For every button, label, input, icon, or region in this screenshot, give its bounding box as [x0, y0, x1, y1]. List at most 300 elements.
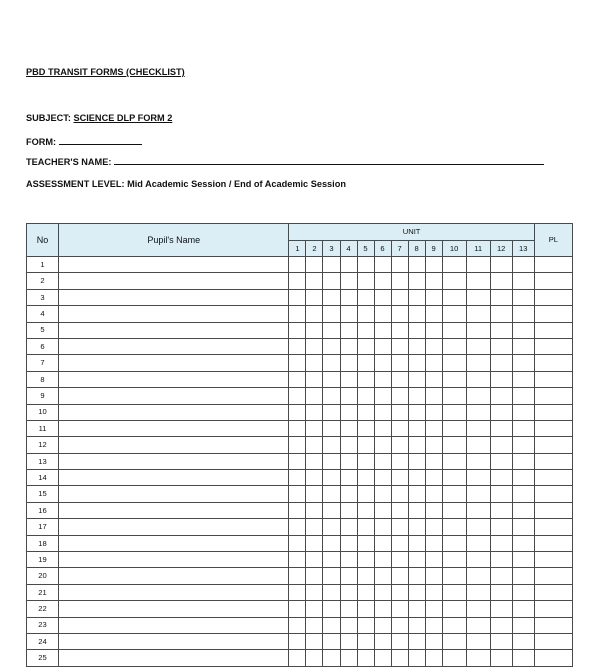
- unit-check-cell[interactable]: [374, 486, 391, 502]
- pupil-name-cell[interactable]: [59, 633, 289, 649]
- pupil-name-cell[interactable]: [59, 519, 289, 535]
- unit-check-cell[interactable]: [512, 355, 534, 371]
- unit-check-cell[interactable]: [323, 617, 340, 633]
- unit-check-cell[interactable]: [512, 568, 534, 584]
- unit-check-cell[interactable]: [442, 437, 466, 453]
- unit-check-cell[interactable]: [306, 568, 323, 584]
- unit-check-cell[interactable]: [289, 535, 306, 551]
- unit-check-cell[interactable]: [391, 273, 408, 289]
- unit-check-cell[interactable]: [289, 257, 306, 273]
- unit-check-cell[interactable]: [289, 388, 306, 404]
- unit-check-cell[interactable]: [512, 437, 534, 453]
- unit-check-cell[interactable]: [357, 535, 374, 551]
- unit-check-cell[interactable]: [323, 601, 340, 617]
- unit-check-cell[interactable]: [340, 470, 357, 486]
- unit-check-cell[interactable]: [306, 584, 323, 600]
- unit-check-cell[interactable]: [466, 568, 490, 584]
- unit-check-cell[interactable]: [289, 502, 306, 518]
- unit-check-cell[interactable]: [408, 519, 425, 535]
- unit-check-cell[interactable]: [374, 601, 391, 617]
- unit-check-cell[interactable]: [442, 371, 466, 387]
- unit-check-cell[interactable]: [357, 289, 374, 305]
- unit-check-cell[interactable]: [391, 355, 408, 371]
- pupil-name-cell[interactable]: [59, 273, 289, 289]
- unit-check-cell[interactable]: [306, 257, 323, 273]
- unit-check-cell[interactable]: [374, 633, 391, 649]
- unit-check-cell[interactable]: [340, 355, 357, 371]
- unit-check-cell[interactable]: [391, 420, 408, 436]
- unit-check-cell[interactable]: [490, 601, 512, 617]
- pl-cell[interactable]: [534, 552, 572, 568]
- unit-check-cell[interactable]: [490, 404, 512, 420]
- unit-check-cell[interactable]: [306, 470, 323, 486]
- unit-check-cell[interactable]: [374, 306, 391, 322]
- unit-check-cell[interactable]: [466, 601, 490, 617]
- unit-check-cell[interactable]: [323, 470, 340, 486]
- unit-check-cell[interactable]: [289, 650, 306, 666]
- unit-check-cell[interactable]: [408, 437, 425, 453]
- unit-check-cell[interactable]: [357, 453, 374, 469]
- unit-check-cell[interactable]: [466, 338, 490, 354]
- unit-check-cell[interactable]: [391, 568, 408, 584]
- unit-check-cell[interactable]: [442, 306, 466, 322]
- unit-check-cell[interactable]: [357, 437, 374, 453]
- unit-check-cell[interactable]: [442, 633, 466, 649]
- unit-check-cell[interactable]: [490, 584, 512, 600]
- unit-check-cell[interactable]: [442, 355, 466, 371]
- pl-cell[interactable]: [534, 257, 572, 273]
- unit-check-cell[interactable]: [466, 306, 490, 322]
- unit-check-cell[interactable]: [340, 535, 357, 551]
- unit-check-cell[interactable]: [357, 519, 374, 535]
- unit-check-cell[interactable]: [323, 535, 340, 551]
- unit-check-cell[interactable]: [357, 404, 374, 420]
- unit-check-cell[interactable]: [374, 552, 391, 568]
- unit-check-cell[interactable]: [374, 437, 391, 453]
- unit-check-cell[interactable]: [391, 404, 408, 420]
- unit-check-cell[interactable]: [512, 404, 534, 420]
- pl-cell[interactable]: [534, 388, 572, 404]
- unit-check-cell[interactable]: [442, 552, 466, 568]
- unit-check-cell[interactable]: [490, 420, 512, 436]
- unit-check-cell[interactable]: [323, 371, 340, 387]
- unit-check-cell[interactable]: [306, 519, 323, 535]
- unit-check-cell[interactable]: [340, 322, 357, 338]
- pl-cell[interactable]: [534, 404, 572, 420]
- unit-check-cell[interactable]: [323, 633, 340, 649]
- unit-check-cell[interactable]: [408, 420, 425, 436]
- unit-check-cell[interactable]: [289, 470, 306, 486]
- unit-check-cell[interactable]: [323, 502, 340, 518]
- unit-check-cell[interactable]: [289, 289, 306, 305]
- unit-check-cell[interactable]: [306, 371, 323, 387]
- unit-check-cell[interactable]: [466, 633, 490, 649]
- unit-check-cell[interactable]: [340, 552, 357, 568]
- unit-check-cell[interactable]: [340, 519, 357, 535]
- pupil-name-cell[interactable]: [59, 502, 289, 518]
- unit-check-cell[interactable]: [357, 322, 374, 338]
- unit-check-cell[interactable]: [442, 388, 466, 404]
- unit-check-cell[interactable]: [289, 617, 306, 633]
- unit-check-cell[interactable]: [374, 420, 391, 436]
- unit-check-cell[interactable]: [306, 355, 323, 371]
- unit-check-cell[interactable]: [391, 453, 408, 469]
- unit-check-cell[interactable]: [408, 502, 425, 518]
- unit-check-cell[interactable]: [323, 552, 340, 568]
- unit-check-cell[interactable]: [391, 437, 408, 453]
- unit-check-cell[interactable]: [289, 420, 306, 436]
- pupil-name-cell[interactable]: [59, 470, 289, 486]
- unit-check-cell[interactable]: [357, 371, 374, 387]
- unit-check-cell[interactable]: [289, 273, 306, 289]
- pupil-name-cell[interactable]: [59, 453, 289, 469]
- pl-cell[interactable]: [534, 355, 572, 371]
- unit-check-cell[interactable]: [306, 273, 323, 289]
- unit-check-cell[interactable]: [306, 388, 323, 404]
- pupil-name-cell[interactable]: [59, 355, 289, 371]
- unit-check-cell[interactable]: [490, 502, 512, 518]
- unit-check-cell[interactable]: [408, 552, 425, 568]
- unit-check-cell[interactable]: [425, 355, 442, 371]
- unit-check-cell[interactable]: [442, 617, 466, 633]
- unit-check-cell[interactable]: [340, 584, 357, 600]
- unit-check-cell[interactable]: [425, 584, 442, 600]
- unit-check-cell[interactable]: [490, 355, 512, 371]
- unit-check-cell[interactable]: [408, 650, 425, 666]
- unit-check-cell[interactable]: [357, 338, 374, 354]
- unit-check-cell[interactable]: [306, 289, 323, 305]
- unit-check-cell[interactable]: [512, 502, 534, 518]
- unit-check-cell[interactable]: [490, 650, 512, 666]
- unit-check-cell[interactable]: [357, 355, 374, 371]
- pl-cell[interactable]: [534, 371, 572, 387]
- pupil-name-cell[interactable]: [59, 568, 289, 584]
- pupil-name-cell[interactable]: [59, 371, 289, 387]
- unit-check-cell[interactable]: [374, 273, 391, 289]
- unit-check-cell[interactable]: [512, 338, 534, 354]
- unit-check-cell[interactable]: [408, 289, 425, 305]
- form-blank-field[interactable]: [59, 135, 142, 145]
- unit-check-cell[interactable]: [357, 486, 374, 502]
- unit-check-cell[interactable]: [490, 306, 512, 322]
- unit-check-cell[interactable]: [490, 371, 512, 387]
- unit-check-cell[interactable]: [289, 519, 306, 535]
- unit-check-cell[interactable]: [391, 306, 408, 322]
- unit-check-cell[interactable]: [374, 535, 391, 551]
- unit-check-cell[interactable]: [323, 568, 340, 584]
- unit-check-cell[interactable]: [490, 437, 512, 453]
- unit-check-cell[interactable]: [490, 633, 512, 649]
- unit-check-cell[interactable]: [323, 519, 340, 535]
- unit-check-cell[interactable]: [306, 404, 323, 420]
- pl-cell[interactable]: [534, 650, 572, 666]
- pupil-name-cell[interactable]: [59, 322, 289, 338]
- unit-check-cell[interactable]: [442, 322, 466, 338]
- pl-cell[interactable]: [534, 568, 572, 584]
- unit-check-cell[interactable]: [306, 650, 323, 666]
- unit-check-cell[interactable]: [323, 404, 340, 420]
- unit-check-cell[interactable]: [512, 322, 534, 338]
- unit-check-cell[interactable]: [340, 289, 357, 305]
- unit-check-cell[interactable]: [442, 519, 466, 535]
- unit-check-cell[interactable]: [512, 519, 534, 535]
- unit-check-cell[interactable]: [357, 568, 374, 584]
- unit-check-cell[interactable]: [306, 420, 323, 436]
- unit-check-cell[interactable]: [425, 437, 442, 453]
- unit-check-cell[interactable]: [408, 584, 425, 600]
- pl-cell[interactable]: [534, 617, 572, 633]
- unit-check-cell[interactable]: [425, 257, 442, 273]
- pl-cell[interactable]: [534, 584, 572, 600]
- pupil-name-cell[interactable]: [59, 306, 289, 322]
- unit-check-cell[interactable]: [512, 535, 534, 551]
- unit-check-cell[interactable]: [408, 535, 425, 551]
- unit-check-cell[interactable]: [289, 633, 306, 649]
- unit-check-cell[interactable]: [442, 568, 466, 584]
- unit-check-cell[interactable]: [442, 535, 466, 551]
- unit-check-cell[interactable]: [442, 650, 466, 666]
- unit-check-cell[interactable]: [442, 404, 466, 420]
- unit-check-cell[interactable]: [512, 601, 534, 617]
- unit-check-cell[interactable]: [289, 601, 306, 617]
- unit-check-cell[interactable]: [512, 388, 534, 404]
- unit-check-cell[interactable]: [442, 584, 466, 600]
- unit-check-cell[interactable]: [391, 388, 408, 404]
- unit-check-cell[interactable]: [425, 453, 442, 469]
- unit-check-cell[interactable]: [425, 404, 442, 420]
- unit-check-cell[interactable]: [391, 633, 408, 649]
- unit-check-cell[interactable]: [391, 371, 408, 387]
- unit-check-cell[interactable]: [512, 453, 534, 469]
- unit-check-cell[interactable]: [340, 306, 357, 322]
- unit-check-cell[interactable]: [490, 322, 512, 338]
- unit-check-cell[interactable]: [374, 584, 391, 600]
- unit-check-cell[interactable]: [512, 306, 534, 322]
- unit-check-cell[interactable]: [466, 273, 490, 289]
- unit-check-cell[interactable]: [442, 338, 466, 354]
- unit-check-cell[interactable]: [289, 338, 306, 354]
- unit-check-cell[interactable]: [391, 601, 408, 617]
- unit-check-cell[interactable]: [490, 338, 512, 354]
- unit-check-cell[interactable]: [490, 568, 512, 584]
- unit-check-cell[interactable]: [408, 568, 425, 584]
- unit-check-cell[interactable]: [408, 273, 425, 289]
- pupil-name-cell[interactable]: [59, 650, 289, 666]
- unit-check-cell[interactable]: [374, 568, 391, 584]
- unit-check-cell[interactable]: [512, 273, 534, 289]
- unit-check-cell[interactable]: [466, 388, 490, 404]
- pupil-name-cell[interactable]: [59, 388, 289, 404]
- unit-check-cell[interactable]: [466, 437, 490, 453]
- unit-check-cell[interactable]: [357, 633, 374, 649]
- unit-check-cell[interactable]: [425, 617, 442, 633]
- unit-check-cell[interactable]: [374, 289, 391, 305]
- unit-check-cell[interactable]: [425, 289, 442, 305]
- pl-cell[interactable]: [534, 420, 572, 436]
- unit-check-cell[interactable]: [357, 502, 374, 518]
- unit-check-cell[interactable]: [374, 502, 391, 518]
- unit-check-cell[interactable]: [425, 388, 442, 404]
- unit-check-cell[interactable]: [490, 552, 512, 568]
- unit-check-cell[interactable]: [512, 633, 534, 649]
- unit-check-cell[interactable]: [289, 322, 306, 338]
- unit-check-cell[interactable]: [442, 470, 466, 486]
- pl-cell[interactable]: [534, 486, 572, 502]
- pl-cell[interactable]: [534, 502, 572, 518]
- unit-check-cell[interactable]: [374, 388, 391, 404]
- unit-check-cell[interactable]: [425, 338, 442, 354]
- pl-cell[interactable]: [534, 470, 572, 486]
- unit-check-cell[interactable]: [391, 486, 408, 502]
- unit-check-cell[interactable]: [306, 502, 323, 518]
- unit-check-cell[interactable]: [323, 388, 340, 404]
- unit-check-cell[interactable]: [323, 650, 340, 666]
- unit-check-cell[interactable]: [323, 355, 340, 371]
- pl-cell[interactable]: [534, 437, 572, 453]
- unit-check-cell[interactable]: [374, 257, 391, 273]
- pupil-name-cell[interactable]: [59, 535, 289, 551]
- unit-check-cell[interactable]: [340, 371, 357, 387]
- unit-check-cell[interactable]: [391, 502, 408, 518]
- pupil-name-cell[interactable]: [59, 584, 289, 600]
- unit-check-cell[interactable]: [425, 650, 442, 666]
- unit-check-cell[interactable]: [306, 437, 323, 453]
- unit-check-cell[interactable]: [466, 650, 490, 666]
- unit-check-cell[interactable]: [490, 617, 512, 633]
- unit-check-cell[interactable]: [289, 371, 306, 387]
- unit-check-cell[interactable]: [323, 486, 340, 502]
- unit-check-cell[interactable]: [512, 257, 534, 273]
- unit-check-cell[interactable]: [340, 437, 357, 453]
- unit-check-cell[interactable]: [340, 404, 357, 420]
- unit-check-cell[interactable]: [306, 453, 323, 469]
- pl-cell[interactable]: [534, 519, 572, 535]
- pupil-name-cell[interactable]: [59, 420, 289, 436]
- unit-check-cell[interactable]: [425, 633, 442, 649]
- unit-check-cell[interactable]: [466, 289, 490, 305]
- unit-check-cell[interactable]: [340, 617, 357, 633]
- unit-check-cell[interactable]: [289, 552, 306, 568]
- unit-check-cell[interactable]: [466, 371, 490, 387]
- unit-check-cell[interactable]: [425, 568, 442, 584]
- pupil-name-cell[interactable]: [59, 289, 289, 305]
- unit-check-cell[interactable]: [391, 322, 408, 338]
- unit-check-cell[interactable]: [391, 535, 408, 551]
- unit-check-cell[interactable]: [391, 338, 408, 354]
- unit-check-cell[interactable]: [323, 338, 340, 354]
- unit-check-cell[interactable]: [442, 420, 466, 436]
- unit-check-cell[interactable]: [490, 257, 512, 273]
- unit-check-cell[interactable]: [340, 650, 357, 666]
- unit-check-cell[interactable]: [357, 306, 374, 322]
- unit-check-cell[interactable]: [408, 633, 425, 649]
- unit-check-cell[interactable]: [391, 289, 408, 305]
- unit-check-cell[interactable]: [391, 470, 408, 486]
- unit-check-cell[interactable]: [425, 601, 442, 617]
- unit-check-cell[interactable]: [490, 273, 512, 289]
- unit-check-cell[interactable]: [425, 322, 442, 338]
- unit-check-cell[interactable]: [357, 273, 374, 289]
- unit-check-cell[interactable]: [512, 470, 534, 486]
- pupil-name-cell[interactable]: [59, 338, 289, 354]
- unit-check-cell[interactable]: [340, 420, 357, 436]
- unit-check-cell[interactable]: [306, 535, 323, 551]
- unit-check-cell[interactable]: [408, 601, 425, 617]
- unit-check-cell[interactable]: [490, 289, 512, 305]
- unit-check-cell[interactable]: [466, 502, 490, 518]
- unit-check-cell[interactable]: [408, 470, 425, 486]
- unit-check-cell[interactable]: [466, 584, 490, 600]
- unit-check-cell[interactable]: [306, 552, 323, 568]
- unit-check-cell[interactable]: [408, 355, 425, 371]
- unit-check-cell[interactable]: [357, 257, 374, 273]
- unit-check-cell[interactable]: [357, 470, 374, 486]
- unit-check-cell[interactable]: [306, 601, 323, 617]
- unit-check-cell[interactable]: [442, 502, 466, 518]
- pupil-name-cell[interactable]: [59, 437, 289, 453]
- unit-check-cell[interactable]: [512, 650, 534, 666]
- pupil-name-cell[interactable]: [59, 404, 289, 420]
- unit-check-cell[interactable]: [340, 633, 357, 649]
- unit-check-cell[interactable]: [408, 486, 425, 502]
- unit-check-cell[interactable]: [391, 650, 408, 666]
- unit-check-cell[interactable]: [425, 371, 442, 387]
- unit-check-cell[interactable]: [306, 322, 323, 338]
- unit-check-cell[interactable]: [357, 617, 374, 633]
- unit-check-cell[interactable]: [408, 306, 425, 322]
- unit-check-cell[interactable]: [442, 486, 466, 502]
- unit-check-cell[interactable]: [323, 322, 340, 338]
- unit-check-cell[interactable]: [289, 437, 306, 453]
- unit-check-cell[interactable]: [289, 453, 306, 469]
- unit-check-cell[interactable]: [512, 420, 534, 436]
- unit-check-cell[interactable]: [340, 502, 357, 518]
- unit-check-cell[interactable]: [490, 453, 512, 469]
- unit-check-cell[interactable]: [490, 535, 512, 551]
- unit-check-cell[interactable]: [490, 388, 512, 404]
- unit-check-cell[interactable]: [425, 420, 442, 436]
- unit-check-cell[interactable]: [408, 617, 425, 633]
- unit-check-cell[interactable]: [466, 404, 490, 420]
- unit-check-cell[interactable]: [408, 322, 425, 338]
- unit-check-cell[interactable]: [490, 486, 512, 502]
- unit-check-cell[interactable]: [289, 404, 306, 420]
- unit-check-cell[interactable]: [374, 338, 391, 354]
- unit-check-cell[interactable]: [357, 601, 374, 617]
- unit-check-cell[interactable]: [374, 322, 391, 338]
- unit-check-cell[interactable]: [340, 257, 357, 273]
- unit-check-cell[interactable]: [374, 355, 391, 371]
- pl-cell[interactable]: [534, 338, 572, 354]
- unit-check-cell[interactable]: [466, 617, 490, 633]
- unit-check-cell[interactable]: [374, 453, 391, 469]
- unit-check-cell[interactable]: [306, 306, 323, 322]
- unit-check-cell[interactable]: [323, 437, 340, 453]
- unit-check-cell[interactable]: [289, 568, 306, 584]
- unit-check-cell[interactable]: [357, 650, 374, 666]
- unit-check-cell[interactable]: [512, 371, 534, 387]
- unit-check-cell[interactable]: [425, 552, 442, 568]
- unit-check-cell[interactable]: [408, 371, 425, 387]
- unit-check-cell[interactable]: [408, 453, 425, 469]
- unit-check-cell[interactable]: [466, 257, 490, 273]
- unit-check-cell[interactable]: [512, 289, 534, 305]
- unit-check-cell[interactable]: [289, 355, 306, 371]
- unit-check-cell[interactable]: [340, 338, 357, 354]
- pl-cell[interactable]: [534, 535, 572, 551]
- unit-check-cell[interactable]: [425, 306, 442, 322]
- unit-check-cell[interactable]: [408, 404, 425, 420]
